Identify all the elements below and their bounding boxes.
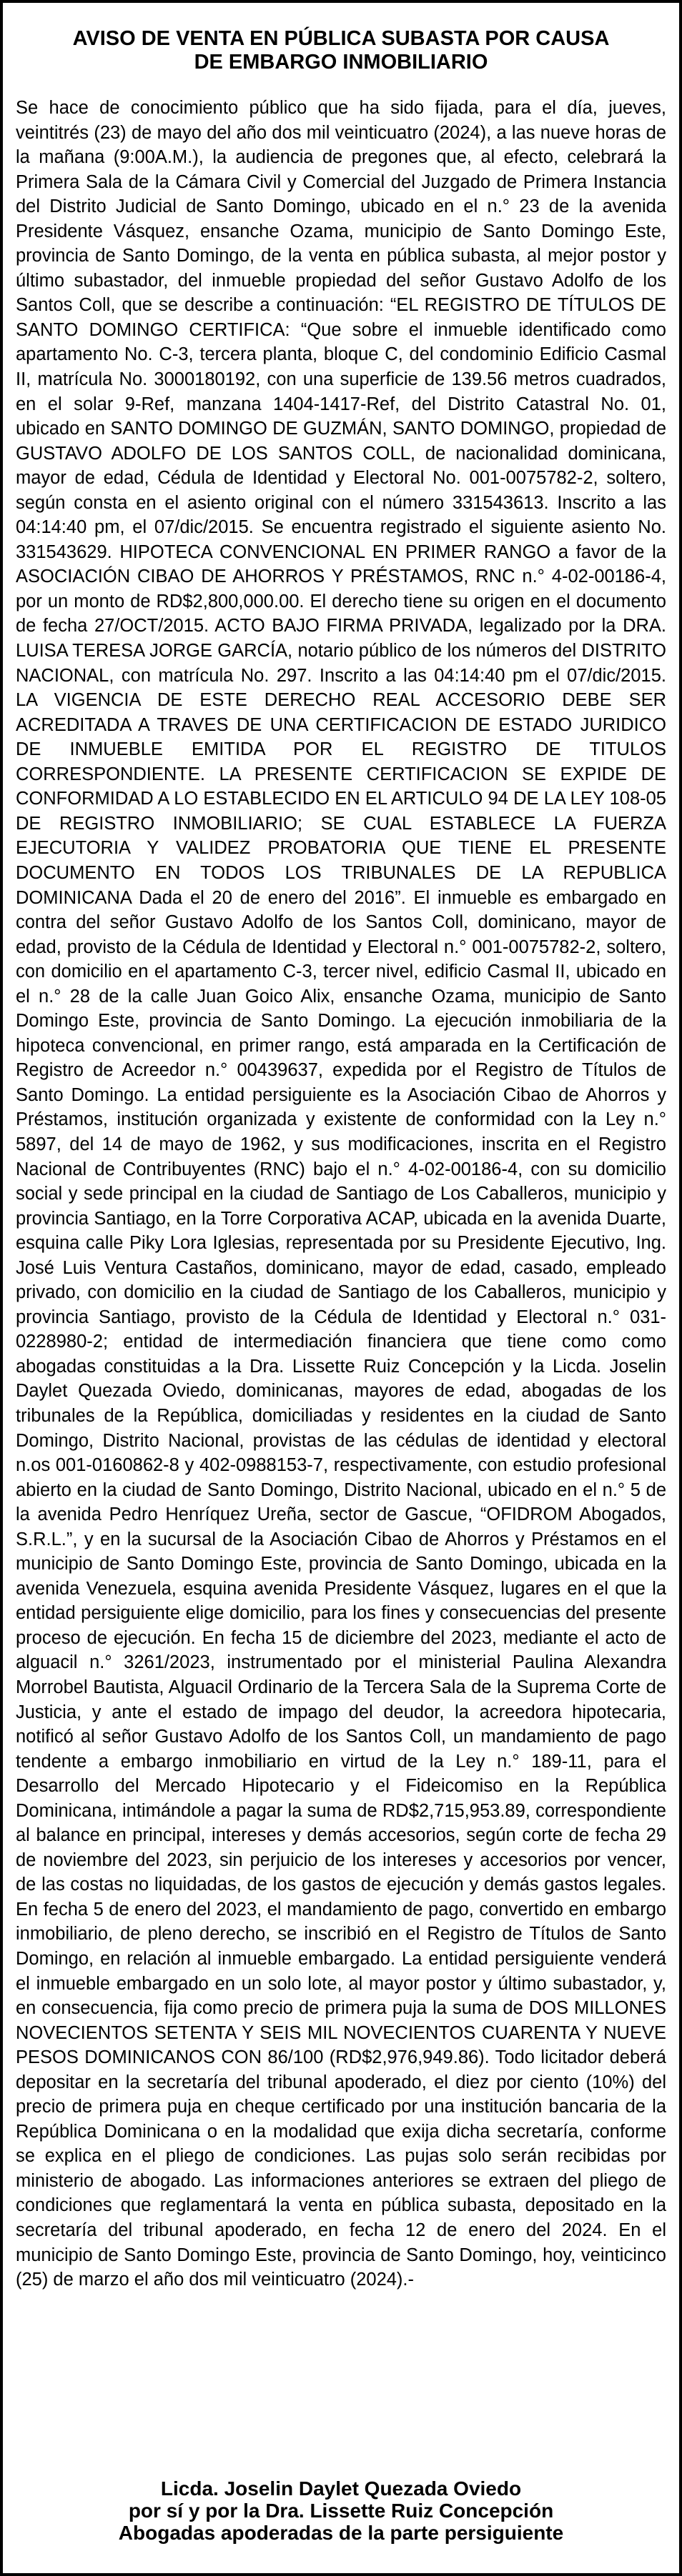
signature-cosigner: por sí y por la Dra. Lissette Ruiz Concepción <box>128 2500 554 2522</box>
notice-body: Se hace de conocimiento público que ha sido fijada, para el día, jueves, veintitrés (23) de mayo del año dos mil veinticuatro (2024), a las nueve horas de la mañana (9:00A.M.), la audiencia de pregones que, al efecto, celebrará la Primera Sala de la Cámara Civil y Comercial del Juzgado de Primera Instancia del Distrito Judicial de Santo Domingo, ubicado en el n.° 23 de la avenida Presidente Vásquez, ensanche Ozama, municipio de Santo Domingo Este, provincia de Santo Domingo, de la venta en pública subasta, al mejor postor y último subastador, del inmueble propiedad del señor Gustavo Adolfo de los Santos Coll, que se describe a continuación: “EL REGISTRO DE TÍTULOS DE SANTO DOMINGO CERTIFICA: “Que sobre el inmueble identificado como apartamento No. C-3, tercera planta, bloque C, del condominio Edificio Casmal II, matrícula No. 3000180192, con una superficie de 139.56 metros cuadrados, en el solar 9-Ref, manzana 1404-1417-Ref, del Distrito Catastral No. 01, ubicado en SANTO DOMINGO DE GUZMÁN, SANTO DOMINGO, propiedad de GUSTAVO ADOLFO DE LOS SANTOS COLL, de nacionalidad dominicana, mayor de edad, Cédula de Identidad y Electoral No. 001-0075782-2, soltero, según consta en el asiento original con el número 331543613. Inscrito a las 04:14:40 pm, el 07/dic/2015. Se encuentra registrado el siguiente asiento No. 331543629. HIPOTECA CONVENCIONAL EN PRIMER RANGO a favor de la ASOCIACIÓN CIBAO DE AHORROS Y PRÉSTAMOS, RNC n.° 4-02-00186-4, por un monto de RD$2,800,000.00. El derecho tiene su origen en el documento de fecha 27/OCT/2015. ACTO BAJO FIRMA PRIVADA, legalizado por la DRA. LUISA TERESA JORGE GARCÍA, notario público de los números del DISTRITO NACIONAL, con matrícula No. 297. Inscrito a las 04:14:40 pm el 07/dic/2015. LA VIGENCIA DE ESTE DERECHO REAL ACCESORIO DEBE SER ACREDITADA A TRAVES DE UNA CERTIFICACION DE ESTADO JURIDICO DE INMUEBLE EMITIDA POR EL REGISTRO DE TITULOS CORRESPONDIENTE. LA PRESENTE CERTIFICACION SE EXPIDE DE CONFORMIDAD A LO ESTABLECIDO EN EL ARTICULO 94 DE LA LEY 108-05 DE REGISTRO INMOBILIARIO; SE CUAL ESTABLECE LA FUERZA EJECUTORIA Y VALIDEZ PROBATORIA QUE TIENE EL PRESENTE DOCUMENTO EN TODOS LOS TRIBUNALES DE LA REPUBLICA DOMINICANA Dada el 20 de enero del 2016”. El inmueble es embargado en contra del señor Gustavo Adolfo de los Santos Coll, dominicano, mayor de edad, provisto de la Cédula de Identidad y Electoral n.° 001-0075782-2, soltero, con domicilio en el apartamento C-3, tercer nivel, edificio Casmal II, ubicado en el n.° 28 de la calle Juan Goico Alix, ensanche Ozama, municipio de Santo Domingo Este, provincia de Santo Domingo. La ejecución inmobiliaria de la hipoteca convencional, en primer rango, está amparada en la Certificación de Registro de Acreedor n.° 00439637, expedida por el Registro de Títulos de Santo Domingo. La entidad persiguiente es la Asociación Cibao de Ahorros y Préstamos, institución organizada y existente de conformidad con la Ley n.° 5897, del 14 de mayo de 1962, y sus modificaciones, inscrita en el Registro Nacional de Contribuyentes (RNC) bajo el n.° 4-02-00186-4, con su domicilio social y sede principal en la ciudad de Santiago de Los Caballeros, municipio y provincia Santiago, en la Torre Corporativa ACAP, ubicada en la avenida Duarte, esquina calle Piky Lora Iglesias, representada por su Presidente Ejecutivo, Ing. José Luis Ventura Castaños, dominicano, mayor de edad, casado, empleado privado, con domicilio en la ciudad de Santiago de los Caballeros, municipio y provincia Santiago, provisto de la Cédula de Identidad y Electoral n.° 031-0228980-2; entidad de intermediación financiera que tiene como como abogadas constituidas a la Dra. Lissette Ruiz Concepción y la Licda. Joselin Daylet Quezada Oviedo, dominicanas, mayores de edad, abogadas de los tribunales de la República, domiciliadas y residentes en la ciudad de Santo Domingo, Distrito Nacional, provistas de las cédulas de identidad y electoral n.os 001-0160862-8 y 402-0988153-7, respectivamente, con estudio profesional abierto en la ciudad de Santo Domingo, Distrito Nacional, ubicado en el n.° 5 de la avenida Pedro Henríquez Ureña, sector de Gascue, “OFIDROM Abogados, S.R.L.”, y en la sucursal de la Asociación Cibao de Ahorros y Préstamos en el municipio de Santo Domingo Este, provincia de Santo Domingo, ubicada en la avenida Venezuela, esquina avenida Presidente Vásquez, lugares en el que la entidad persiguiente elige domicilio, para los fines y consecuencias del presente proceso de ejecución. En fecha 15 de diciembre del 2023, mediante el acto de alguacil n.° 3261/2023, instrumentado por el ministerial Paulina Alexandra Morrobel Bautista, Alguacil Ordinario de la Tercera Sala de la Suprema Corte de Justicia, y ante el estado de impago del deudor, la acreedora hipotecaria, notificó al señor Gustavo Adolfo de los Santos Coll, un mandamiento de pago tendente a embargo inmobiliario en virtud de la Ley n.° 189-11, para el Desarrollo del Mercado Hipotecario y el Fideicomiso en la República Dominicana, intimándole a pagar la suma de RD$2,715,953.89, correspondiente al balance en principal, intereses y demás accesorios, según corte de fecha 29 de noviembre del 2023, sin perjuicio de los intereses y accesorios por vencer, de las costas no liquidadas, de los gastos de ejecución y demás gastos legales. En fecha 5 de enero del 2023, el mandamiento de pago, convertido en embargo inmobiliario, de pleno derecho, se inscribió en el Registro de Títulos de Santo Domingo, en relación al inmueble embargado. La entidad persiguiente venderá el inmueble embargado en un solo lote, al mayor postor y último subastador, y, en consecuencia, fija como precio de primera puja la suma de DOS MILLONES NOVECIENTOS SETENTA Y SEIS MIL NOVECIENTOS CUARENTA Y NUEVE PESOS DOMINICANOS CON 86/100 (RD$2,976,949.86). Todo licitador deberá depositar en la secretaría del tribunal apoderado, el diez por ciento (10%) del precio de primera puja en cheque certificado por una institución bancaria de la República Dominicana o en la modalidad que exija dicha secretaría, conforme se explica en el pliego de condiciones. Las pujas solo serán recibidas por ministerio de abogado. Las informaciones anteriores se extraen del pliego de condiciones que reglamentará la venta en pública subasta, depositado en la secretaría del tribunal apoderado, en fecha 12 de enero del 2024. En el municipio de Santo Domingo Este, provincia de Santo Domingo, hoy, veinticinco (25) de marzo el año dos mil veinticuatro (2024).- <box>16 98 666 2290</box>
signature-block <box>31 2477 651 2544</box>
notice-title <box>31 27 651 74</box>
notice-title-line-2: DE EMBARGO INMOBILIARIO <box>194 51 488 74</box>
signature-role: Abogadas apoderadas de la parte persiguiente <box>118 2522 564 2544</box>
signature-name: Licda. Joselin Daylet Quezada Oviedo <box>160 2477 522 2500</box>
notice-title-line-1: AVISO DE VENTA EN PÚBLICA SUBASTA POR CAUSA <box>72 27 610 50</box>
